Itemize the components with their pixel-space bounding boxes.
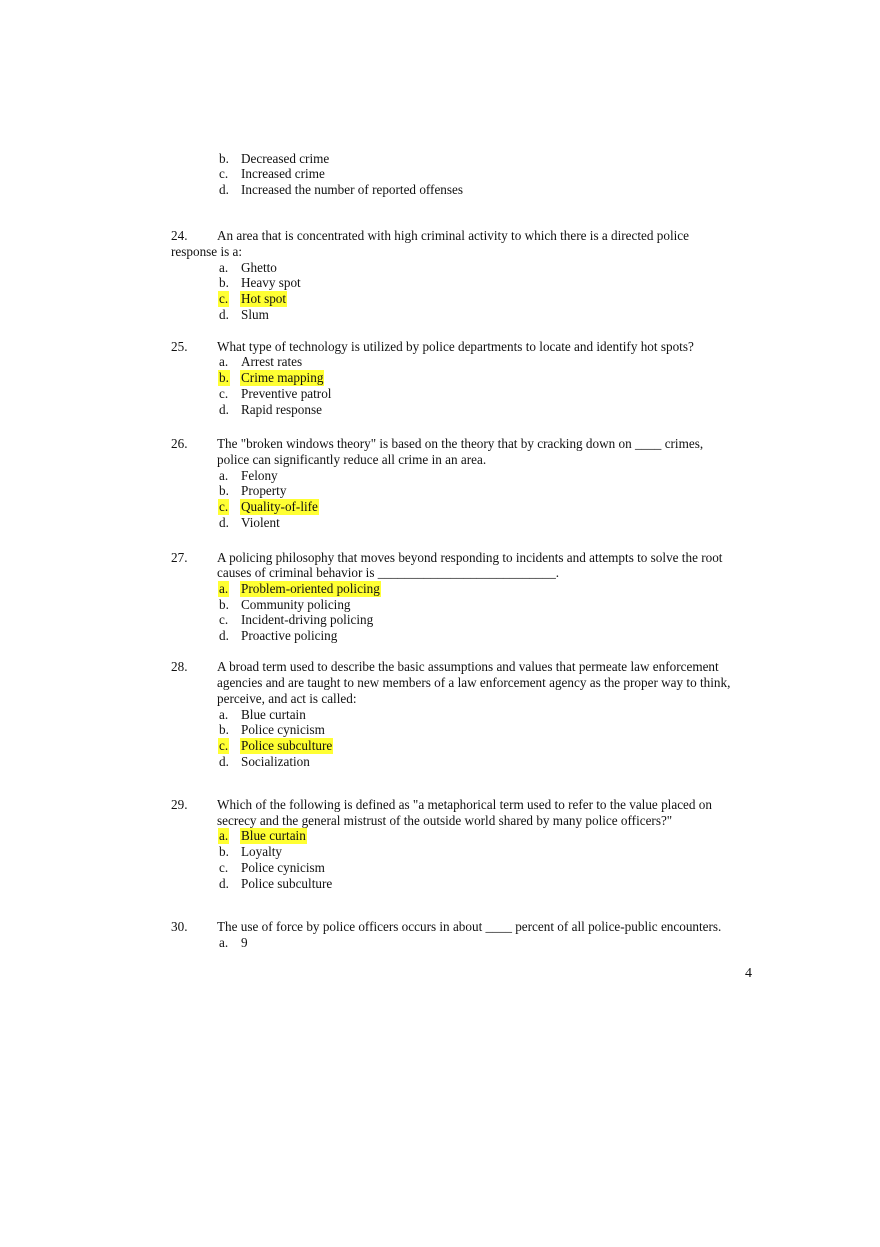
option-text: Hot spot: [241, 291, 287, 306]
option-letter: c.: [219, 860, 229, 875]
option-text: Blue curtain: [241, 707, 306, 722]
option-text: Incident-driving policing: [241, 612, 374, 627]
option-text: Felony: [241, 468, 278, 483]
question-stem-line: secrecy and the general mistrust of the outside world shared by many police officers?": [217, 813, 673, 828]
option-letter: d.: [219, 628, 229, 643]
option-letter: c.: [219, 386, 229, 401]
question-stem-line: An area that is concentrated with high criminal activity to which there is a directed police: [217, 228, 690, 243]
option-text: Increased the number of reported offenses: [241, 182, 464, 197]
option-letter: c.: [219, 738, 229, 753]
option-text: Crime mapping: [241, 370, 324, 385]
option-letter: d.: [219, 876, 229, 891]
option-text: Police cynicism: [241, 722, 325, 737]
question-number: 28.: [171, 659, 188, 674]
question-number: 24.: [171, 228, 188, 243]
option-text: Socialization: [241, 754, 310, 769]
option-letter: c.: [219, 166, 229, 181]
option-letter: a.: [219, 707, 229, 722]
option-text: Arrest rates: [241, 354, 303, 369]
option-letter: b.: [219, 483, 229, 498]
option-text: Rapid response: [241, 402, 322, 417]
option-letter: a.: [219, 828, 229, 843]
option-letter: b.: [219, 722, 229, 737]
option-text: Increased crime: [241, 166, 325, 181]
option-letter: c.: [219, 612, 229, 627]
option-text: Heavy spot: [241, 275, 301, 290]
question-stem-line: causes of criminal behavior is ___________________________.: [217, 565, 560, 580]
option-text: Police cynicism: [241, 860, 325, 875]
question-number: 25.: [171, 339, 188, 354]
option-letter: b.: [219, 844, 229, 859]
option-text: Quality-of-life: [241, 499, 318, 514]
option-letter: b.: [219, 370, 229, 385]
question-number: 26.: [171, 436, 188, 451]
question-stem-line: perceive, and act is called:: [217, 691, 357, 706]
option-text: Slum: [241, 307, 269, 322]
question-stem-line: The "broken windows theory" is based on the theory that by cracking down on ____ crimes,: [217, 436, 704, 451]
question-stem-line: police can significantly reduce all crime in an area.: [217, 452, 487, 467]
option-text: Police subculture: [241, 876, 333, 891]
option-letter: c.: [219, 291, 229, 306]
option-letter: a.: [219, 354, 229, 369]
option-text: Ghetto: [241, 260, 277, 275]
option-text: Preventive patrol: [241, 386, 332, 401]
option-text: Proactive policing: [241, 628, 338, 643]
option-letter: b.: [219, 275, 229, 290]
option-text: Community policing: [241, 597, 351, 612]
option-letter: a.: [219, 935, 229, 950]
option-letter: d.: [219, 402, 229, 417]
option-text: Problem-oriented policing: [241, 581, 380, 596]
option-letter: a.: [219, 581, 229, 596]
question-stem-line: What type of technology is utilized by police departments to locate and identify hot spots?: [217, 339, 694, 354]
option-letter: b.: [219, 151, 229, 166]
question-number: 30.: [171, 919, 188, 934]
option-text: Police subculture: [241, 738, 333, 753]
question-stem-line: The use of force by police officers occurs in about ____ percent of all police-public encounters.: [217, 919, 722, 934]
option-text: Violent: [241, 515, 280, 530]
option-text: Property: [241, 483, 287, 498]
option-letter: d.: [219, 754, 229, 769]
option-letter: d.: [219, 515, 229, 530]
question-stem-line: A policing philosophy that moves beyond responding to incidents and attempts to solve the root: [217, 550, 723, 565]
question-number: 29.: [171, 797, 188, 812]
option-text: Decreased crime: [241, 151, 330, 166]
option-letter: a.: [219, 468, 229, 483]
option-letter: c.: [219, 499, 229, 514]
option-letter: d.: [219, 182, 229, 197]
question-stem-line: Which of the following is defined as "a metaphorical term used to refer to the value placed on: [217, 797, 712, 812]
option-text: Loyalty: [241, 844, 283, 859]
option-text: 9: [241, 935, 248, 950]
option-letter: b.: [219, 597, 229, 612]
option-letter: a.: [219, 260, 229, 275]
option-text: Blue curtain: [241, 828, 306, 843]
question-stem-line: agencies and are taught to new members of a law enforcement agency as the proper way to think,: [217, 675, 731, 690]
page-number: 4: [745, 966, 752, 981]
question-number: 27.: [171, 550, 188, 565]
option-letter: d.: [219, 307, 229, 322]
question-stem-line: response is a:: [171, 244, 243, 259]
question-stem-line: A broad term used to describe the basic assumptions and values that permeate law enforcement: [217, 659, 719, 674]
